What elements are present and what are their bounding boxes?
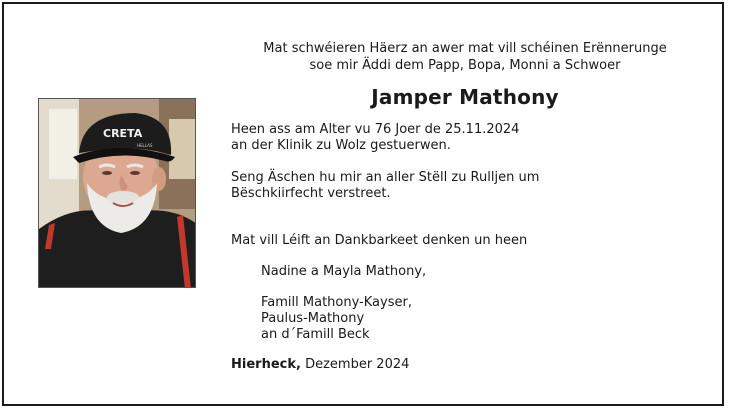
death-notice-line-1: Heen ass am Alter vu 76 Joer de 25.11.2024 [231,122,520,137]
obituary-card [2,2,724,406]
intro-line-2: soe mir Äddi dem Papp, Bopa, Monni a Schwoer [309,58,621,73]
family-group-2-line-3: an d´Famill Beck [261,327,370,342]
cap-text: CRETA [103,127,143,140]
closing-place: Hierheck, [231,357,301,372]
portrait-illustration [39,99,196,288]
death-notice [231,122,701,154]
deceased-name: Jamper Mathony [371,85,559,109]
cap-subtext: HELLAS [137,143,153,148]
ashes-notice [231,170,701,202]
family-group-1 [261,264,730,280]
intro-line-1: Mat schwéieren Häerz an awer mat vill schéinen Erënnerunge [263,41,667,56]
closing-date: Dezember 2024 [305,357,410,372]
ashes-notice-line-2: Bëschkiirfecht verstreet. [231,186,391,201]
portrait-photo [38,98,196,288]
thanks-line: Mat vill Léift an Dankbarkeet denken un heen [231,233,528,248]
family-group-2-line-2: Paulus-Mathony [261,311,365,326]
family-group-2 [261,295,730,343]
intro-text [232,40,698,74]
thanks-text [231,233,701,249]
closing [231,357,701,373]
death-notice-line-2: an der Klinik zu Wolz gestuerwen. [231,138,451,153]
family-group-2-line-1: Famill Mathony-Kayser, [261,295,412,310]
family-group-1-line: Nadine a Mayla Mathony, [261,264,427,279]
ashes-notice-line-1: Seng Äschen hu mir an aller Stëll zu Rulljen um [231,170,540,185]
